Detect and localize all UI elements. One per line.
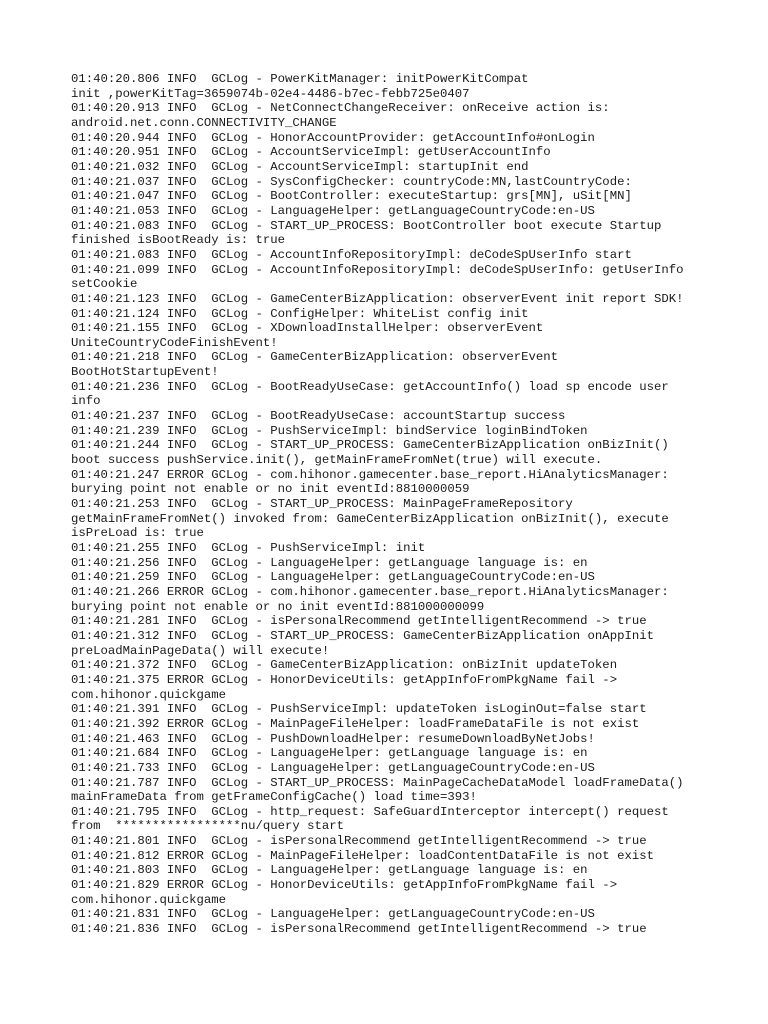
log-line: 01:40:20.944 INFO GCLog - HonorAccountProvider: getAccountInfo#onLogin [71, 130, 595, 145]
log-line: 01:40:21.831 INFO GCLog - LanguageHelper: getLanguageCountryCode:en-US [71, 907, 595, 922]
log-line: burying point not enable or no init eventId:881000000099 [71, 599, 485, 614]
log-line: 01:40:21.218 INFO GCLog - GameCenterBizApplication: observerEvent [71, 350, 559, 365]
log-line: 01:40:21.032 INFO GCLog - AccountServiceImpl: startupInit end [71, 159, 529, 174]
log-line: BootHotStartupEvent! [71, 365, 219, 380]
log-line: 01:40:20.951 INFO GCLog - AccountServiceImpl: getUserAccountInfo [71, 145, 551, 160]
log-line: 01:40:21.099 INFO GCLog - AccountInfoRepositoryImpl: deCodeSpUserInfo: getUserInfo [71, 262, 684, 277]
log-line: 01:40:21.795 INFO GCLog - http_request: SafeGuardInterceptor intercept() request [71, 804, 669, 819]
log-line: 01:40:21.037 INFO GCLog - SysConfigChecker: countryCode:MN,lastCountryCode: [71, 174, 632, 189]
log-line: 01:40:21.684 INFO GCLog - LanguageHelper: getLanguage language is: en [71, 746, 588, 761]
log-line: preLoadMainPageData() will execute! [71, 643, 330, 658]
log-line: mainFrameData from getFrameConfigCache() load time=393! [71, 790, 477, 805]
log-line: 01:40:21.836 INFO GCLog - isPersonalRecommend getIntelligentRecommend -> true [71, 922, 647, 937]
log-line: 01:40:21.083 INFO GCLog - AccountInfoRepositoryImpl: deCodeSpUserInfo start [71, 247, 632, 262]
log-line: 01:40:21.375 ERROR GCLog - HonorDeviceUtils: getAppInfoFromPkgName fail -> [71, 672, 618, 687]
log-line: boot success pushService.init(), getMainFrameFromNet(true) will execute. [71, 453, 603, 468]
log-line: getMainFrameFromNet() invoked from: GameCenterBizApplication onBizInit(), execute [71, 511, 669, 526]
log-line: 01:40:21.266 ERROR GCLog - com.hihonor.gamecenter.base_report.HiAnalyticsManager: [71, 584, 669, 599]
log-line: init ,powerKitTag=3659074b-02e4-4486-b7ec-febb725e0407 [71, 86, 470, 101]
log-line: 01:40:21.124 INFO GCLog - ConfigHelper: WhiteList config init [71, 306, 529, 321]
log-line: 01:40:21.247 ERROR GCLog - com.hihonor.gamecenter.base_report.HiAnalyticsManager: [71, 467, 669, 482]
log-line: UniteCountryCodeFinishEvent! [71, 335, 278, 350]
log-line: 01:40:21.239 INFO GCLog - PushServiceImpl: bindService loginBindToken [71, 423, 588, 438]
log-line: 01:40:21.392 ERROR GCLog - MainPageFileHelper: loadFrameDataFile is not exist [71, 716, 640, 731]
log-text-block [71, 72, 711, 937]
log-line: setCookie [71, 277, 138, 292]
log-line: finished isBootReady is: true [71, 233, 286, 248]
log-line: 01:40:20.806 INFO GCLog - PowerKitManager: initPowerKitCompat [71, 72, 529, 86]
log-line: 01:40:21.155 INFO GCLog - XDownloadInstallHelper: observerEvent [71, 321, 544, 336]
log-line: com.hihonor.quickgame [71, 687, 226, 702]
log-line: info [71, 394, 101, 409]
log-line: 01:40:21.463 INFO GCLog - PushDownloadHelper: resumeDownloadByNetJobs! [71, 731, 595, 746]
log-line: 01:40:21.801 INFO GCLog - isPersonalRecommend getIntelligentRecommend -> true [71, 834, 647, 849]
log-line: 01:40:21.047 INFO GCLog - BootController: executeStartup: grs[MN], uSit[MN] [71, 189, 632, 204]
log-line: burying point not enable or no init eventId:8810000059 [71, 482, 470, 497]
log-line: 01:40:21.253 INFO GCLog - START_UP_PROCESS: MainPageFrameRepository [71, 497, 573, 512]
log-line: 01:40:21.123 INFO GCLog - GameCenterBizApplication: observerEvent init report SDK! [71, 291, 684, 306]
log-line: 01:40:21.256 INFO GCLog - LanguageHelper: getLanguage language is: en [71, 555, 588, 570]
log-line: 01:40:21.391 INFO GCLog - PushServiceImpl: updateToken isLoginOut=false start [71, 702, 647, 717]
log-line: 01:40:21.733 INFO GCLog - LanguageHelper: getLanguageCountryCode:en-US [71, 760, 595, 775]
log-line: android.net.conn.CONNECTIVITY_CHANGE [71, 115, 337, 130]
log-line: isPreLoad is: true [71, 526, 204, 541]
log-line: com.hihonor.quickgame [71, 892, 226, 907]
log-line: from *****************nu/query start [71, 819, 345, 834]
log-line: 01:40:21.829 ERROR GCLog - HonorDeviceUtils: getAppInfoFromPkgName fail -> [71, 878, 618, 893]
log-line: 01:40:21.281 INFO GCLog - isPersonalRecommend getIntelligentRecommend -> true [71, 614, 647, 629]
log-line: 01:40:21.812 ERROR GCLog - MainPageFileHelper: loadContentDataFile is not exist [71, 848, 654, 863]
log-line: 01:40:21.259 INFO GCLog - LanguageHelper: getLanguageCountryCode:en-US [71, 570, 595, 585]
log-line: 01:40:21.803 INFO GCLog - LanguageHelper: getLanguage language is: en [71, 863, 588, 878]
log-line: 01:40:21.255 INFO GCLog - PushServiceImpl: init [71, 541, 426, 555]
log-line: 01:40:21.237 INFO GCLog - BootReadyUseCase: accountStartup success [71, 409, 566, 424]
log-line: 01:40:20.913 INFO GCLog - NetConnectChangeReceiver: onReceive action is: [71, 101, 610, 116]
log-line: 01:40:21.372 INFO GCLog - GameCenterBizApplication: onBizInit updateToken [71, 658, 618, 673]
log-line: 01:40:21.244 INFO GCLog - START_UP_PROCESS: GameCenterBizApplication onBizInit() [71, 438, 669, 453]
log-line: 01:40:21.312 INFO GCLog - START_UP_PROCESS: GameCenterBizApplication onAppInit [71, 628, 654, 643]
log-line: 01:40:21.787 INFO GCLog - START_UP_PROCESS: MainPageCacheDataModel loadFrameData() [71, 775, 684, 790]
log-line: 01:40:21.083 INFO GCLog - START_UP_PROCESS: BootController boot execute Startup [71, 218, 662, 233]
log-line: 01:40:21.053 INFO GCLog - LanguageHelper: getLanguageCountryCode:en-US [71, 203, 595, 218]
log-line: 01:40:21.236 INFO GCLog - BootReadyUseCase: getAccountInfo() load sp encode user [71, 379, 669, 394]
